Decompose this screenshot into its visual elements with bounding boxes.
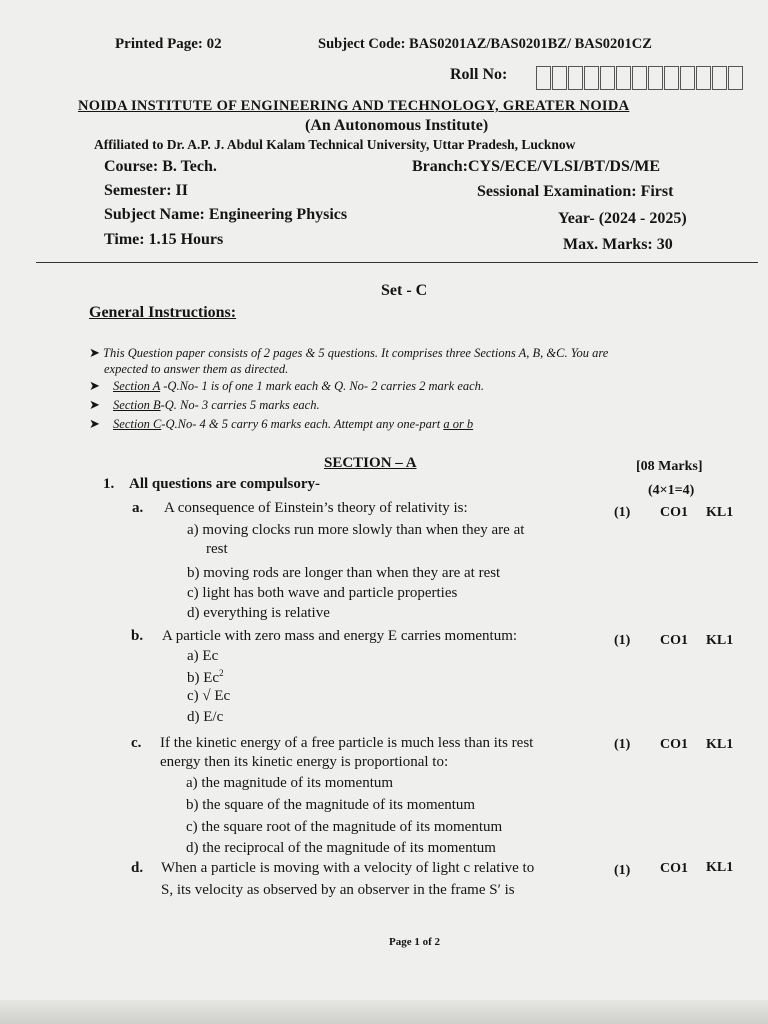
instruction-4: ➤ Section C-Q.No- 4 & 5 carry 6 marks each. Attempt any one-part a or b bbox=[89, 416, 474, 431]
instruction-3: ➤ Section B-Q. No- 3 carries 5 marks each. bbox=[89, 397, 320, 412]
q-b-option-c: c) √ Ec bbox=[187, 688, 231, 704]
time: Time: 1.15 Hours bbox=[104, 231, 224, 248]
q-a-option-d: d) everything is relative bbox=[187, 605, 330, 621]
q-c-option-b: b) the square of the magnitude of its momentum bbox=[186, 797, 476, 813]
q-a-text: A consequence of Einstein’s theory of relativity is: bbox=[164, 500, 468, 516]
section-a-marks: [08 Marks] bbox=[636, 459, 703, 474]
q-c-kl: KL1 bbox=[706, 737, 734, 752]
general-instructions-title: General Instructions: bbox=[89, 304, 237, 321]
q-a-option-c: c) light has both wave and particle properties bbox=[187, 585, 458, 601]
section-a-title: SECTION – A bbox=[324, 455, 417, 471]
q-a-option-a-cont: rest bbox=[206, 541, 228, 557]
q-d-co: CO1 bbox=[660, 861, 688, 876]
q-a-option-a: a) moving clocks run more slowly than when they are at bbox=[187, 522, 525, 538]
course: Course: B. Tech. bbox=[104, 158, 217, 175]
q-d-text-cont: S, its velocity as observed by an observer in the frame S′ is bbox=[161, 882, 515, 898]
subject-code: Subject Code: BAS0201AZ/BAS0201BZ/ BAS0201CZ bbox=[318, 36, 652, 52]
autonomous-label: (An Autonomous Institute) bbox=[305, 117, 489, 134]
q-a-option-b: b) moving rods are longer than when they are at rest bbox=[187, 565, 501, 581]
page-edge-shadow bbox=[0, 1000, 768, 1024]
q-b-option-a: a) Ec bbox=[187, 648, 219, 664]
roll-no-boxes bbox=[536, 66, 744, 90]
q-c-option-d: d) the reciprocal of the magnitude of its momentum bbox=[186, 840, 496, 856]
instruction-1: ➤ This Question paper consists of 2 pages & 5 questions. It comprises three Sections A, B, &C. You are bbox=[89, 345, 609, 360]
q-a-label: a. bbox=[132, 500, 144, 516]
q1-text: All questions are compulsory- bbox=[129, 476, 320, 492]
arrow-icon: ➤ bbox=[89, 345, 100, 360]
q-d-marks: (1) bbox=[614, 863, 631, 878]
q-b-co: CO1 bbox=[660, 633, 688, 648]
q-d-text: When a particle is moving with a velocity of light c relative to bbox=[161, 860, 535, 876]
header-divider bbox=[36, 262, 758, 263]
q1-marks-split: (4×1=4) bbox=[648, 483, 695, 498]
instruction-2: ➤ Section A -Q.No- 1 is of one 1 mark each & Q. No- 2 carries 2 mark each. bbox=[89, 378, 485, 393]
roll-no-label: Roll No: bbox=[450, 66, 508, 83]
q-c-text-cont: energy then its kinetic energy is proportional to: bbox=[160, 754, 449, 770]
subject-name: Subject Name: Engineering Physics bbox=[104, 206, 348, 223]
q-c-co: CO1 bbox=[660, 737, 688, 752]
q-d-kl: KL1 bbox=[706, 860, 734, 875]
q-c-option-c: c) the square root of the magnitude of its momentum bbox=[186, 819, 503, 835]
academic-year: Year- (2024 - 2025) bbox=[558, 210, 687, 227]
exam-type: Sessional Examination: First bbox=[477, 183, 674, 200]
q-b-kl: KL1 bbox=[706, 633, 734, 648]
q-c-label: c. bbox=[131, 735, 142, 751]
affiliation: Affiliated to Dr. A.P. J. Abdul Kalam Technical University, Uttar Pradesh, Lucknow bbox=[94, 137, 576, 152]
q-c-text: If the kinetic energy of a free particle is much less than its rest bbox=[160, 735, 534, 751]
q-b-option-b: b) Ec$^2$ bbox=[187, 668, 224, 686]
arrow-icon: ➤ bbox=[89, 397, 100, 412]
institute-name: NOIDA INSTITUTE OF ENGINEERING AND TECHNOLOGY, GREATER NOIDA bbox=[78, 98, 630, 114]
q1-number: 1. bbox=[103, 476, 115, 492]
q-b-label: b. bbox=[131, 628, 144, 644]
branch: Branch:CYS/ECE/VLSI/BT/DS/ME bbox=[412, 158, 661, 175]
q-a-kl: KL1 bbox=[706, 505, 734, 520]
q-a-marks: (1) bbox=[614, 505, 631, 520]
q-b-text: A particle with zero mass and energy E carries momentum: bbox=[162, 628, 518, 644]
arrow-icon: ➤ bbox=[89, 378, 100, 393]
arrow-icon: ➤ bbox=[89, 416, 100, 431]
set-label: Set - C bbox=[381, 282, 428, 299]
printed-page: Printed Page: 02 bbox=[115, 36, 222, 52]
semester: Semester: II bbox=[104, 182, 188, 199]
max-marks: Max. Marks: 30 bbox=[563, 236, 673, 253]
q-a-co: CO1 bbox=[660, 505, 688, 520]
q-c-marks: (1) bbox=[614, 737, 631, 752]
q-d-label: d. bbox=[131, 860, 144, 876]
instruction-1-cont: expected to answer them as directed. bbox=[104, 362, 289, 376]
page-footer: Page 1 of 2 bbox=[389, 936, 441, 948]
q-b-option-d: d) E/c bbox=[187, 709, 224, 725]
q-b-marks: (1) bbox=[614, 633, 631, 648]
q-c-option-a: a) the magnitude of its momentum bbox=[186, 775, 394, 791]
